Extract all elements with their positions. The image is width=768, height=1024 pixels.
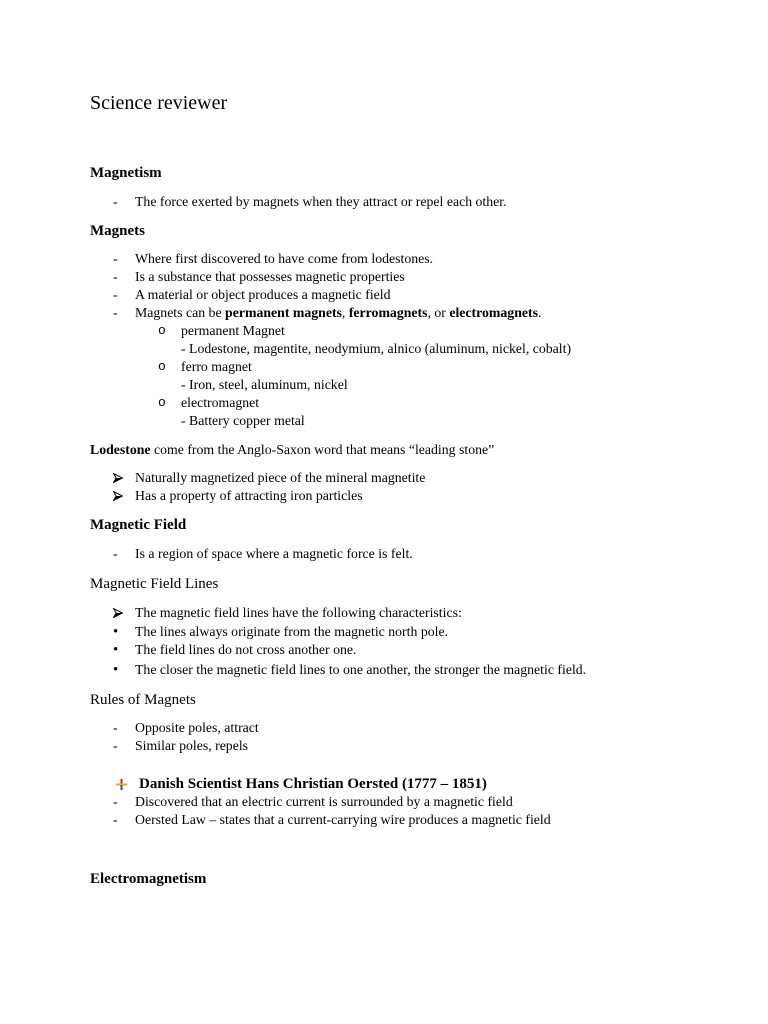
dash-marker: - [113,251,118,266]
section-heading-row [0,222,768,240]
list-item-text: Oersted Law – states that a current-carrying wire produces a magnetic field [135,812,551,827]
section-heading-magnetic-field: Magnetic Field [90,517,187,533]
sub-list-detail-text: - Battery copper metal [181,413,305,428]
document-title: Science reviewer [90,92,228,114]
dash-marker: - [113,812,118,827]
section-heading-magnets: Magnets [90,223,145,239]
list-item [0,545,768,563]
bullet-marker: • [113,662,119,678]
list-item-text: A material or object produces a magnetic field [135,287,391,302]
section-heading-rules: Rules of Magnets [90,692,196,708]
list-item [0,623,768,641]
section-heading-row [0,516,768,534]
sub-list-item [0,394,768,412]
bold-term: ferromagnets [348,305,428,320]
sub-list-detail [0,376,768,394]
sub-list-item-text: ferro magnet [181,359,252,374]
sub-list-item [0,322,768,340]
section-heading-row [0,870,768,888]
text-run: come from the Anglo-Saxon word that means “leading stone” [150,442,495,457]
text-run: . [537,305,542,320]
list-item [0,641,768,659]
list-item [0,719,768,737]
section-heading-field-lines: Magnetic Field Lines [90,576,219,592]
sub-list-detail [0,340,768,358]
list-item [0,304,768,322]
dash-marker: - [113,738,118,753]
circle-marker: o [158,323,166,338]
section-heading-oersted: Danish Scientist Hans Christian Oersted (1777 – 1851) [139,776,487,792]
arrowhead-bullet-icon [113,491,123,501]
sub-list-detail-text: - Lodestone, magentite, neodymium, alnico (aluminum, nickel, cobalt) [181,341,572,356]
list-item-text: Discovered that an electric current is surrounded by a magnetic field [135,794,513,809]
circle-marker: o [158,359,166,374]
bold-term: electromagnets [449,305,538,320]
sub-list-detail [0,412,768,430]
list-item [0,793,768,811]
bold-term: Lodestone [90,442,151,457]
dash-marker: - [113,269,118,284]
list-item-text: Similar poles, repels [135,738,249,753]
list-item-text: Has a property of attracting iron particles [135,488,363,503]
section-heading-row [0,775,768,793]
list-item [0,737,768,755]
list-item [0,193,768,211]
dash-marker: - [113,720,118,735]
list-item-text: The lines always originate from the magnetic north pole. [135,624,449,639]
section-heading-row [0,575,768,593]
paragraph-text [90,441,494,459]
list-item-text: Is a region of space where a magnetic force is felt. [135,546,413,561]
dash-marker: - [113,546,118,561]
list-item [0,250,768,268]
list-item-text: Is a substance that possesses magnetic properties [135,269,405,284]
dash-marker: - [113,194,118,209]
arrowhead-bullet-icon [113,473,123,483]
list-item-text: The force exerted by magnets when they attract or repel each other. [135,194,507,209]
text-run: , or [427,305,450,320]
list-item-text: The magnetic field lines have the following characteristics: [135,605,462,620]
dash-marker: - [113,794,118,809]
sub-list-item-text: permanent Magnet [181,323,285,338]
sub-list-detail-text: - Iron, steel, aluminum, nickel [181,377,348,392]
section-heading-row [0,164,768,182]
colored-cross-bullet-icon [116,779,127,790]
bullet-marker: • [113,624,119,640]
list-item [0,661,768,679]
section-heading-magnetism: Magnetism [90,165,162,181]
list-item-text: The field lines do not cross another one. [135,642,357,657]
text-run: Magnets can be [135,305,226,320]
text-run: , [341,305,349,320]
list-item [0,268,768,286]
section-heading-electromagnetism: Electromagnetism [90,871,207,887]
list-item-text: The closer the magnetic field lines to one another, the stronger the magnetic field. [135,662,587,677]
list-item [0,487,768,505]
dash-marker: - [113,305,118,320]
paragraph [0,441,768,459]
list-item-text: Naturally magnetized piece of the mineral magnetite [135,470,426,485]
list-item-text: Where first discovered to have come from lodestones. [135,251,434,266]
list-item [0,469,768,487]
bold-term: permanent magnets [225,305,342,320]
sub-list-item-text: electromagnet [181,395,260,410]
sub-list-item [0,358,768,376]
list-item-text: Opposite poles, attract [135,720,259,735]
list-item-text [135,304,541,322]
circle-marker: o [158,395,166,410]
bullet-marker: • [113,642,119,658]
list-item [0,286,768,304]
list-item [0,811,768,829]
list-item [0,604,768,622]
section-heading-row [0,691,768,709]
arrowhead-bullet-icon [113,608,123,618]
dash-marker: - [113,287,118,302]
